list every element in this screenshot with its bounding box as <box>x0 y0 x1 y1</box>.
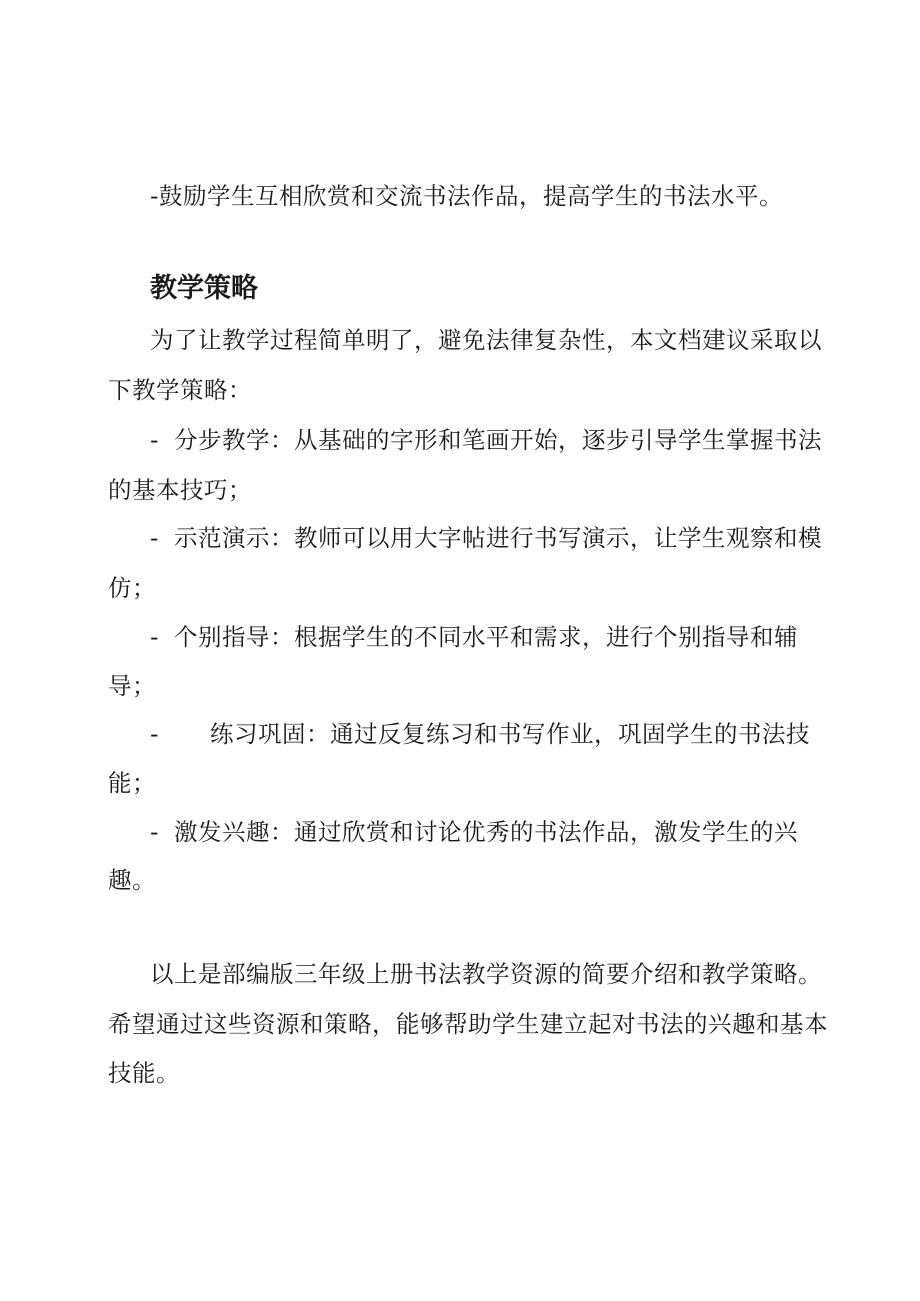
paragraph-line-1: 为了让教学过程简单明了，避免法律复杂性，本文档建议采取以 <box>150 326 822 354</box>
strategy-item-5 <box>150 816 798 848</box>
strategy-item-3 <box>150 621 798 653</box>
strategy-item-3-continued: 导； <box>108 672 156 700</box>
strategy-item-1-continued: 的基本技巧； <box>108 476 252 504</box>
strategy-item-5-continued: 趣。 <box>108 866 156 894</box>
strategy-text: 示范演示：教师可以用大字帖进行书写演示，让学生观察和模 <box>174 524 822 552</box>
strategy-item-4-continued: 能； <box>108 769 156 797</box>
strategy-text: 分步教学：从基础的字形和笔画开始，逐步引导学生掌握书法 <box>174 426 822 454</box>
strategy-item-4 <box>150 718 810 750</box>
conclusion-line-3: 技能。 <box>108 1059 180 1087</box>
paragraph-line-2: 下教学策略： <box>108 376 252 404</box>
strategy-text: 练习巩固：通过反复练习和书写作业，巩固学生的书法技 <box>210 720 810 748</box>
strategy-item-1 <box>150 424 822 456</box>
section-title: 教学策略 <box>150 273 258 304</box>
strategy-item-2 <box>150 522 822 554</box>
bullet-dash: - <box>150 720 159 748</box>
intro-line: -鼓励学生互相欣赏和交流书法作品，提高学生的书法水平。 <box>150 182 783 210</box>
conclusion-line-1: 以上是部编版三年级上册书法教学资源的简要介绍和教学策略。 <box>150 960 822 988</box>
conclusion-line-2: 希望通过这些资源和策略，能够帮助学生建立起对书法的兴趣和基本 <box>108 1010 828 1038</box>
bullet-dash: - <box>150 426 159 454</box>
bullet-dash: - <box>150 818 159 846</box>
strategy-text: 激发兴趣：通过欣赏和讨论优秀的书法作品，激发学生的兴 <box>174 818 798 846</box>
strategy-text: 个别指导：根据学生的不同水平和需求，进行个别指导和辅 <box>174 623 798 651</box>
strategy-item-2-continued: 仿； <box>108 574 156 602</box>
bullet-dash: - <box>150 524 159 552</box>
bullet-dash: - <box>150 623 159 651</box>
